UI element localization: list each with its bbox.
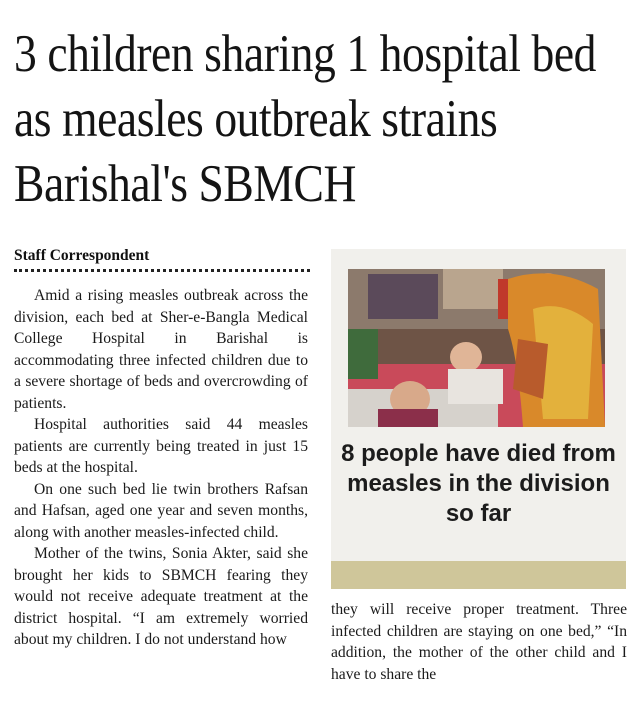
accent-bar [331, 561, 626, 589]
callout-text: 8 people have died from measles in the division so far [341, 440, 616, 527]
paragraph: Hospital authorities said 44 measles patients are currently being treated in just 15 beds at the hospital. [14, 416, 308, 476]
paragraph: they will receive proper treatment. Three infected children are staying on one bed,” “In addition, the mother of the other child and I have to share the [331, 601, 627, 683]
article-column-left [14, 285, 308, 651]
hospital-photo-image [348, 269, 605, 427]
article-column-right [331, 599, 627, 685]
paragraph: On one such bed lie twin brothers Rafsan and Hafsan, aged one year and seven months, along with another measles-infected child. [14, 480, 308, 541]
headline: 3 children sharing 1 hospital bed as measles outbreak strains Barishal's SBMCH [14, 25, 597, 213]
paragraph: Amid a rising measles outbreak across the division, each bed at Sher-e-Bangla Medical College Hospital in Barishal is accommodating three infected children due to a severe shortage of beds and overcrowding of patients. [14, 287, 308, 412]
hospital-photo [348, 269, 605, 427]
callout-box [331, 249, 626, 589]
paragraph: Mother of the twins, Sonia Akter, said she brought her kids to SBMCH fearing they would not receive adequate treatment at the district hospital. “I am extremely worried about my children. I do not understand how [14, 545, 308, 648]
byline-divider [14, 269, 310, 272]
byline: Staff Correspondent [14, 247, 150, 264]
